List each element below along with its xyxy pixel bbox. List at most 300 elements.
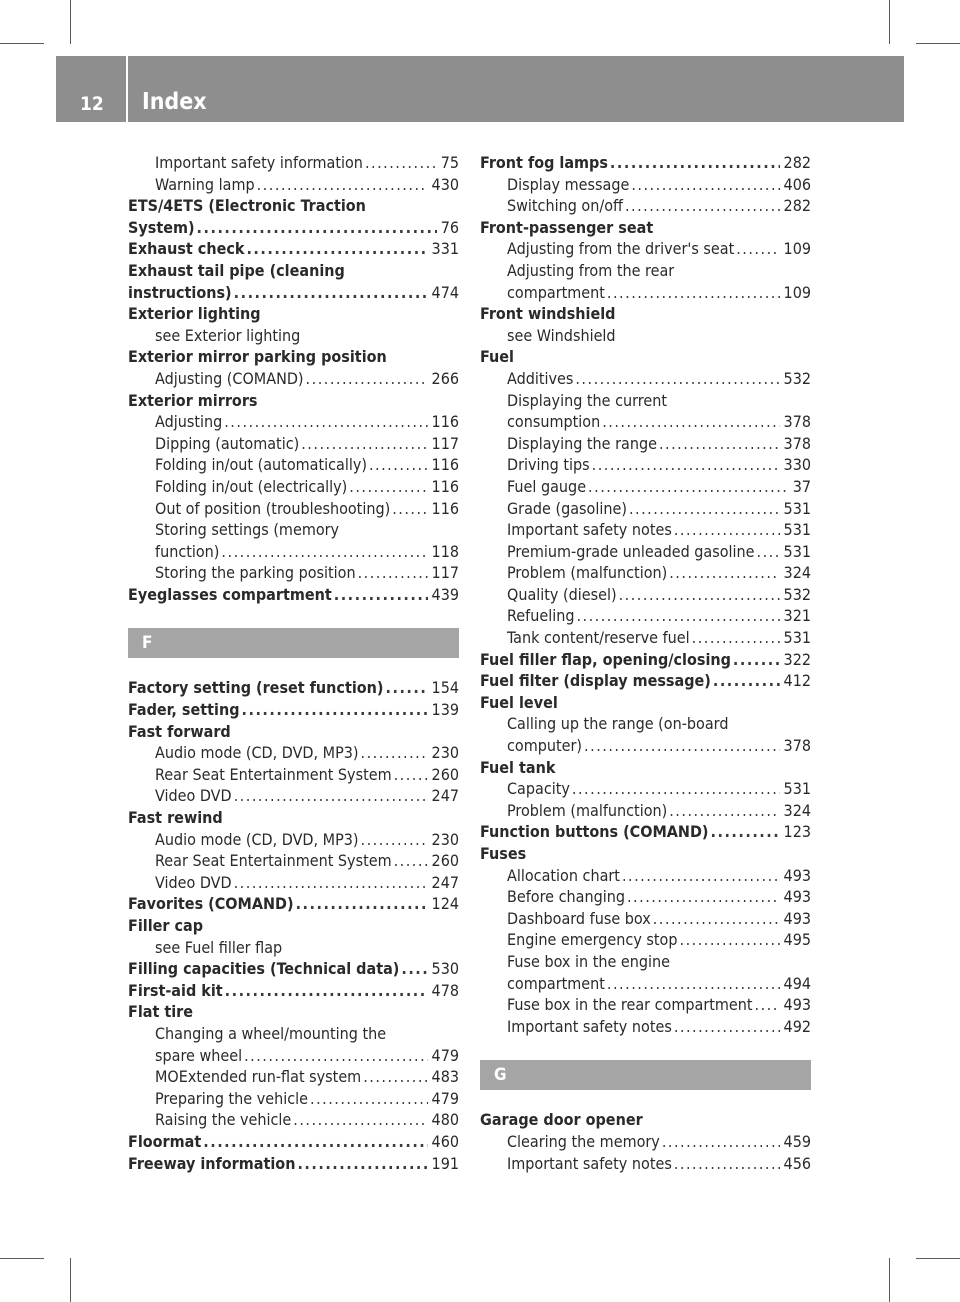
entry-text: Fuel level — [480, 692, 558, 712]
entry-text: Driving tips — [507, 455, 590, 475]
dot-leader — [669, 800, 779, 822]
index-subentry — [480, 541, 811, 563]
entry-text: Folding in/out (automatically) — [155, 455, 367, 475]
entry-text: Tank content/reserve fuel — [507, 628, 690, 648]
dot-leader — [713, 670, 780, 692]
crop-mark — [0, 43, 44, 44]
dot-leader — [662, 1131, 780, 1153]
page-reference: 412 — [783, 671, 811, 691]
entry-text: compartment — [507, 973, 605, 993]
index-subentry — [480, 908, 811, 930]
page-reference: 494 — [783, 973, 811, 993]
dot-leader — [629, 498, 780, 520]
entry-text: MOExtended run-flat system — [155, 1067, 362, 1087]
dot-leader — [674, 519, 780, 541]
dot-leader — [246, 238, 427, 260]
index-subentry — [128, 1045, 459, 1067]
page-reference: 282 — [783, 153, 811, 172]
dot-leader — [334, 584, 428, 606]
page-reference: 459 — [783, 1131, 811, 1151]
dot-leader — [622, 865, 780, 887]
index-subentry — [128, 937, 459, 959]
entry-text: Fader, setting — [128, 700, 240, 720]
index-entry — [480, 649, 811, 671]
page-reference: 118 — [431, 541, 459, 561]
dot-leader — [631, 174, 779, 196]
entry-text: Exterior mirrors — [128, 390, 258, 410]
page-reference: 37 — [792, 476, 811, 496]
crop-mark — [70, 0, 71, 44]
index-entry — [480, 821, 811, 843]
entry-text: Display message — [507, 174, 630, 194]
dot-leader — [575, 368, 779, 390]
index-subentry — [480, 368, 811, 390]
entry-text: Garage door opener — [480, 1110, 643, 1130]
entry-text: Premium-grade unleaded gasoline — [507, 541, 755, 561]
entry-text: Problem (malfunction) — [507, 800, 668, 820]
page-reference: 230 — [431, 743, 459, 763]
dot-leader — [627, 886, 780, 908]
index-subentry — [480, 454, 811, 476]
entry-text: Important safety information — [155, 153, 363, 172]
index-entry — [480, 303, 811, 325]
index-entry — [128, 217, 459, 239]
page-reference: 139 — [431, 700, 459, 720]
index-subentry — [128, 476, 459, 498]
entry-text: Fuel — [480, 347, 514, 367]
page-reference: 480 — [431, 1110, 459, 1130]
dot-leader — [607, 973, 780, 995]
index-entry — [128, 1153, 459, 1175]
entry-text: Fast rewind — [128, 808, 223, 828]
entry-text: compartment — [507, 282, 605, 302]
entry-text: Dashboard fuse box — [507, 908, 651, 928]
entry-text: Capacity — [507, 779, 570, 799]
index-entry — [128, 980, 459, 1002]
dot-leader — [610, 152, 780, 174]
dot-leader — [619, 584, 780, 606]
entry-text: Before changing — [507, 887, 625, 907]
entry-text: First-aid kit — [128, 980, 223, 1000]
page-reference: 109 — [783, 239, 811, 259]
dot-leader — [225, 980, 428, 1002]
index-subentry — [128, 411, 459, 433]
entry-text: Adjusting (COMAND) — [155, 368, 304, 388]
page-reference: 456 — [783, 1153, 811, 1173]
dot-leader — [363, 1066, 427, 1088]
entry-text: Refueling — [507, 606, 575, 626]
index-subentry — [480, 174, 811, 196]
dot-leader — [197, 217, 437, 239]
page-reference: 493 — [783, 887, 811, 907]
index-subentry — [128, 541, 459, 563]
page-reference: 406 — [783, 174, 811, 194]
entry-text: Rear Seat Entertainment System — [155, 851, 392, 871]
section-letter-header: F — [128, 628, 459, 658]
entry-text: Floormat — [128, 1131, 202, 1151]
index-subentry — [480, 713, 811, 735]
page-reference: 493 — [783, 865, 811, 885]
index-entry — [480, 670, 811, 692]
index-entry — [480, 346, 811, 368]
crop-mark — [916, 1258, 960, 1259]
page-reference: 117 — [431, 433, 459, 453]
page-reference: 495 — [783, 930, 811, 950]
index-subentry — [480, 476, 811, 498]
index-subentry — [128, 742, 459, 764]
section-letter-header: G — [480, 1060, 811, 1090]
crop-mark — [70, 1258, 71, 1302]
entry-text: Preparing the vehicle — [155, 1088, 308, 1108]
page-reference: 266 — [431, 368, 459, 388]
page-reference: 330 — [783, 455, 811, 475]
page-reference: 492 — [783, 1016, 811, 1036]
page-reference: 430 — [431, 174, 459, 194]
page-reference: 282 — [783, 196, 811, 216]
entry-text: Important safety notes — [507, 1153, 672, 1173]
index-column-right — [480, 152, 811, 1174]
entry-text: Exterior lighting — [128, 304, 261, 324]
index-entry — [480, 1109, 811, 1131]
page-reference: 378 — [783, 412, 811, 432]
dot-leader — [257, 174, 428, 196]
index-subentry — [480, 951, 811, 973]
index-subentry — [128, 562, 459, 584]
dot-leader — [576, 605, 779, 627]
page-reference: 460 — [431, 1131, 459, 1151]
entry-text: Adjusting from the rear — [507, 260, 675, 280]
dot-leader — [310, 1088, 428, 1110]
entry-text: Fast forward — [128, 721, 231, 741]
index-subentry — [480, 1016, 811, 1038]
entry-text: Switching on/off — [507, 196, 623, 216]
dot-leader — [680, 929, 780, 951]
dot-leader — [607, 282, 780, 304]
dot-leader — [755, 994, 780, 1016]
index-subentry — [480, 390, 811, 412]
dot-leader — [757, 541, 780, 563]
dot-leader — [234, 785, 428, 807]
dot-leader — [296, 893, 428, 915]
entry-text: Front-passenger seat — [480, 217, 654, 237]
index-entry — [480, 217, 811, 239]
entry-text: Fuel gauge — [507, 476, 587, 496]
index-subentry — [128, 872, 459, 894]
index-subentry — [480, 735, 811, 757]
dot-leader — [224, 411, 427, 433]
dot-leader — [572, 778, 780, 800]
page-reference: 230 — [431, 829, 459, 849]
index-entry — [128, 958, 459, 980]
entry-text: Important safety notes — [507, 520, 672, 540]
dot-leader — [394, 850, 428, 872]
page-title: Index — [142, 89, 207, 115]
index-subentry — [480, 800, 811, 822]
entry-text: Dipping (automatic) — [155, 433, 300, 453]
entry-text: Fuel filler flap, opening/closing — [480, 649, 731, 669]
entry-text: Important safety notes — [507, 1016, 672, 1036]
dot-leader — [584, 735, 779, 757]
index-subentry — [480, 605, 811, 627]
entry-text: Warning lamp — [155, 174, 255, 194]
index-column-left — [128, 152, 459, 1174]
entry-text: Video DVD — [155, 786, 232, 806]
entry-text: Exhaust check — [128, 239, 245, 259]
index-subentry — [128, 829, 459, 851]
index-entry — [128, 584, 459, 606]
entry-text: Front fog lamps — [480, 153, 608, 172]
entry-text: Calling up the range (on-board — [507, 714, 729, 734]
page-number: 12 — [80, 93, 104, 115]
dot-leader — [674, 1153, 780, 1175]
dot-leader — [306, 368, 428, 390]
entry-text: Freeway information — [128, 1153, 296, 1173]
index-subentry — [480, 778, 811, 800]
index-entry — [128, 915, 459, 937]
dot-leader — [692, 627, 780, 649]
index-entry — [128, 195, 459, 217]
dot-leader — [361, 829, 428, 851]
page-reference: 260 — [431, 764, 459, 784]
entry-text: Storing settings (memory — [155, 520, 340, 540]
page-reference: 116 — [431, 455, 459, 475]
index-entry — [128, 238, 459, 260]
page-reference: 531 — [783, 628, 811, 648]
entry-text: Displaying the current — [507, 390, 667, 410]
index-subentry — [480, 1131, 811, 1153]
index-subentry — [480, 238, 811, 260]
entry-text: Clearing the memory — [507, 1131, 660, 1151]
header-divider — [126, 56, 128, 122]
index-entry — [128, 807, 459, 829]
index-entry — [128, 390, 459, 412]
dot-leader — [369, 454, 428, 476]
dot-leader — [669, 562, 779, 584]
page-reference: 378 — [783, 736, 811, 756]
page-reference: 531 — [783, 779, 811, 799]
page-reference: 324 — [783, 800, 811, 820]
index-subentry — [480, 433, 811, 455]
entry-text: Favorites (COMAND) — [128, 894, 294, 914]
entry-text: Fuses — [480, 844, 527, 863]
crop-mark — [0, 1258, 44, 1259]
index-subentry — [480, 519, 811, 541]
index-subentry — [128, 1023, 459, 1045]
entry-text: Allocation chart — [507, 865, 620, 885]
page-reference: 531 — [783, 520, 811, 540]
index-subentry — [480, 562, 811, 584]
entry-text: Rear Seat Entertainment System — [155, 764, 392, 784]
page-reference: 116 — [431, 476, 459, 496]
crop-mark — [889, 1258, 890, 1302]
index-subentry — [128, 1088, 459, 1110]
page-reference: 530 — [431, 959, 459, 979]
entry-text: Adjusting from the driver's seat — [507, 239, 735, 259]
entry-text: Engine emergency stop — [507, 930, 678, 950]
index-subentry — [480, 929, 811, 951]
dot-leader — [733, 649, 780, 671]
entry-text: Filler cap — [128, 916, 204, 935]
index-subentry — [128, 519, 459, 541]
entry-text: Front windshield — [480, 304, 616, 324]
page-reference: 439 — [431, 584, 459, 604]
index-subentry — [480, 994, 811, 1016]
entry-text: Fuse box in the rear compartment — [507, 995, 753, 1015]
entry-text: Additives — [507, 368, 574, 388]
index-subentry — [128, 152, 459, 174]
entry-text: computer) — [507, 736, 583, 756]
dot-leader — [203, 1131, 427, 1153]
dot-leader — [394, 764, 428, 786]
entry-text: Fuse box in the engine — [507, 951, 670, 971]
dot-leader — [392, 498, 427, 520]
index-entry — [128, 1001, 459, 1023]
index-subentry — [480, 498, 811, 520]
page-reference: 109 — [783, 282, 811, 302]
entry-text: see Exterior lighting — [155, 325, 301, 345]
dot-leader — [293, 1109, 427, 1131]
entry-text: Function buttons (COMAND) — [480, 822, 709, 842]
dot-leader — [588, 476, 789, 498]
dot-leader — [301, 433, 427, 455]
index-subentry — [480, 886, 811, 908]
dot-leader — [659, 433, 780, 455]
crop-mark — [916, 43, 960, 44]
dot-leader — [349, 476, 427, 498]
index-entry — [128, 677, 459, 699]
dot-leader — [365, 152, 437, 174]
index-entry — [128, 721, 459, 743]
page-reference: 331 — [431, 239, 459, 259]
entry-text: Grade (gasoline) — [507, 498, 627, 518]
entry-text: Problem (malfunction) — [507, 563, 668, 583]
page-reference: 124 — [431, 894, 459, 914]
entry-text: Out of position (troubleshooting) — [155, 498, 391, 518]
dot-leader — [244, 1045, 427, 1067]
index-subentry — [480, 627, 811, 649]
dot-leader — [386, 677, 428, 699]
entry-text: Filling capacities (Technical data) — [128, 959, 400, 979]
index-subentry — [128, 785, 459, 807]
page-reference: 493 — [783, 995, 811, 1015]
index-subentry — [128, 174, 459, 196]
dot-leader — [401, 958, 427, 980]
dot-leader — [736, 238, 779, 260]
entry-text: Changing a wheel/mounting the — [155, 1023, 387, 1043]
index-entry — [480, 843, 811, 865]
page-reference: 531 — [783, 541, 811, 561]
page-reference: 116 — [431, 412, 459, 432]
index-subentry — [128, 764, 459, 786]
index-subentry — [480, 325, 811, 347]
dot-leader — [221, 541, 427, 563]
page-reference: 75 — [440, 153, 459, 172]
page-reference: 247 — [431, 786, 459, 806]
entry-text: Storing the parking position — [155, 563, 356, 583]
index-entry — [128, 1131, 459, 1153]
crop-mark — [889, 0, 890, 44]
index-subentry — [128, 1066, 459, 1088]
page-reference: 479 — [431, 1045, 459, 1065]
entry-text: Folding in/out (electrically) — [155, 476, 348, 496]
index-subentry — [480, 282, 811, 304]
entry-text: Raising the vehicle — [155, 1110, 292, 1130]
index-subentry — [480, 865, 811, 887]
entry-text: Video DVD — [155, 872, 232, 892]
index-subentry — [128, 368, 459, 390]
page-reference: 123 — [783, 822, 811, 842]
entry-text: Factory setting (reset function) — [128, 678, 384, 698]
index-entry — [128, 699, 459, 721]
index-subentry — [480, 195, 811, 217]
page-reference: 478 — [431, 980, 459, 1000]
entry-text: Quality (diesel) — [507, 584, 617, 604]
index-entry — [128, 260, 459, 282]
entry-text: Eyeglasses compartment — [128, 584, 332, 604]
entry-text: Adjusting — [155, 412, 223, 432]
dot-leader — [234, 872, 428, 894]
dot-leader — [602, 411, 779, 433]
entry-text: System) — [128, 217, 195, 237]
entry-text: instructions) — [128, 282, 232, 302]
page-reference: 322 — [783, 649, 811, 669]
page-reference: 260 — [431, 851, 459, 871]
index-entry — [128, 893, 459, 915]
entry-text: see Windshield — [507, 325, 616, 345]
dot-leader — [297, 1153, 427, 1175]
entry-text: Displaying the range — [507, 433, 657, 453]
index-entry — [480, 757, 811, 779]
page-reference: 479 — [431, 1088, 459, 1108]
page-reference: 378 — [783, 433, 811, 453]
dot-leader — [653, 908, 780, 930]
page-reference: 532 — [783, 368, 811, 388]
page-reference: 154 — [431, 678, 459, 698]
entry-text: ETS/4ETS (Electronic Traction — [128, 196, 366, 216]
index-subentry — [128, 325, 459, 347]
index-subentry — [480, 411, 811, 433]
index-entry — [128, 282, 459, 304]
entry-text: Fuel filter (display message) — [480, 671, 711, 691]
page-reference: 474 — [431, 282, 459, 302]
index-subentry — [480, 584, 811, 606]
entry-text: see Fuel filler flap — [155, 937, 283, 957]
index-subentry — [480, 1153, 811, 1175]
dot-leader — [674, 1016, 780, 1038]
dot-leader — [234, 282, 428, 304]
entry-text: Exterior mirror parking position — [128, 347, 387, 367]
entry-text: Exhaust tail pipe (cleaning — [128, 260, 345, 280]
page-reference: 191 — [431, 1153, 459, 1173]
dot-leader — [711, 821, 780, 843]
entry-text: consumption — [507, 412, 601, 432]
index-entry — [128, 346, 459, 368]
page-reference: 117 — [431, 563, 459, 583]
page-reference: 483 — [431, 1067, 459, 1087]
entry-text: Audio mode (CD, DVD, MP3) — [155, 743, 359, 763]
page-reference: 531 — [783, 498, 811, 518]
entry-text: function) — [155, 541, 220, 561]
entry-text: Flat tire — [128, 1002, 194, 1022]
index-subentry — [128, 1109, 459, 1131]
index-subentry — [128, 433, 459, 455]
entry-text: spare wheel — [155, 1045, 243, 1065]
index-entry — [480, 692, 811, 714]
index-subentry — [480, 973, 811, 995]
page-reference: 247 — [431, 872, 459, 892]
index-subentry — [128, 850, 459, 872]
page-reference: 116 — [431, 498, 459, 518]
